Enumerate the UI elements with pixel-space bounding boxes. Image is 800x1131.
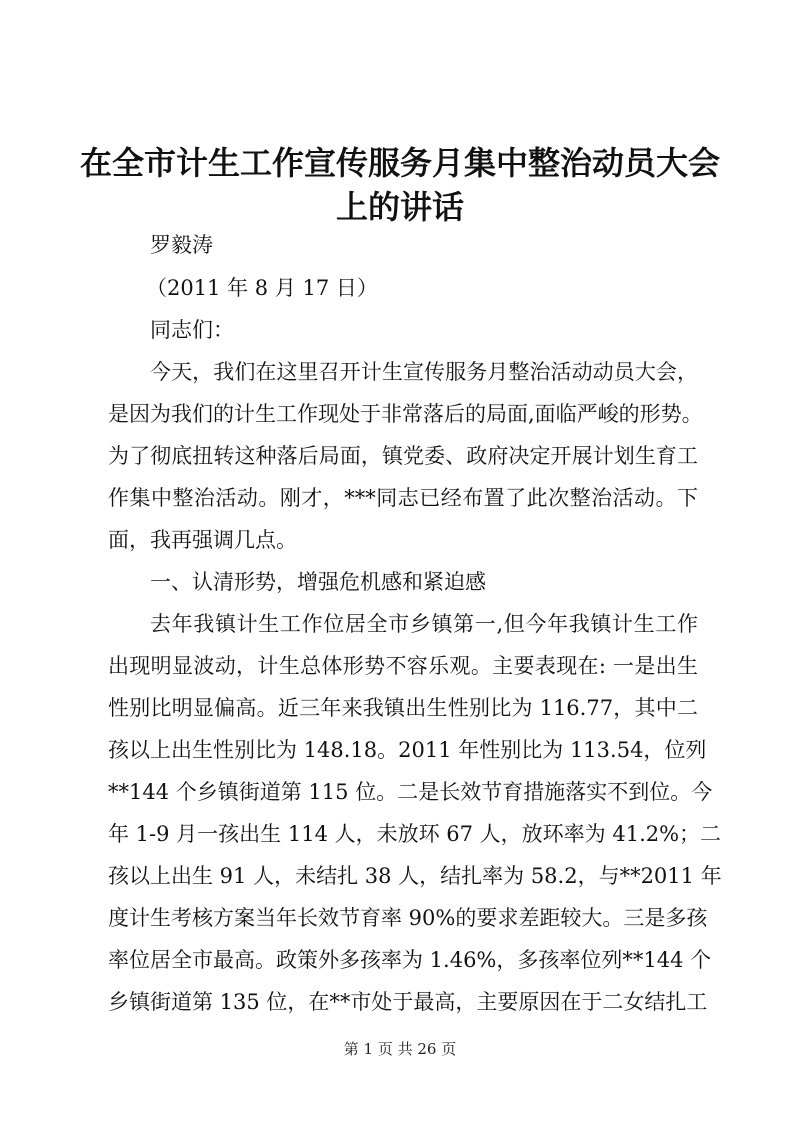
salutation: 同志们： xyxy=(150,318,234,342)
speech-date: （2011 年 8 月 17 日） xyxy=(146,276,378,300)
paragraph-2-line: **144 个乡镇街道第 115 位。二是长效节育措施落实不到位。今 xyxy=(108,780,713,804)
paragraph-2-line: 去年我镇计生工作位居全市乡镇第一,但今年我镇计生工作 xyxy=(150,612,698,636)
document-title-line-2: 上的讲话 xyxy=(335,188,464,226)
paragraph-1-line: 为了彻底扭转这种落后局面，镇党委、政府决定开展计划生育工 xyxy=(108,444,698,468)
paragraph-1-line: 是因为我们的计生工作现处于非常落后的局面,面临严峻的形势。 xyxy=(108,402,703,426)
paragraph-2-line: 年 1-9 月一孩出生 114 人，未放环 67 人，放环率为 41.2%；二 xyxy=(108,822,722,846)
paragraph-2-line: 率位居全市最高。政策外多孩率为 1.46%，多孩率位列**144 个 xyxy=(108,948,712,972)
document-title-line-1: 在全市计生工作宣传服务月集中整治动员大会 xyxy=(79,144,720,182)
section-heading: 一、认清形势，增强危机感和紧迫感 xyxy=(150,570,486,594)
author-name: 罗毅涛 xyxy=(150,233,213,257)
paragraph-2-line: 孩以上出生 91 人，未结扎 38 人，结扎率为 58.2，与**2011 年 xyxy=(108,864,722,888)
paragraph-2-line: 性别比明显偏高。近三年来我镇出生性别比为 116.77，其中二 xyxy=(108,696,698,720)
paragraph-1-line: 面，我再强调几点。 xyxy=(108,528,297,552)
paragraph-2-line: 孩以上出生性别比为 148.18。2011 年性别比为 113.54，位列 xyxy=(108,738,707,762)
paragraph-2-line: 出现明显波动，计生总体形势不容乐观。主要表现在: 一是出生 xyxy=(108,654,698,678)
paragraph-1-line: 今天，我们在这里召开计生宣传服务月整治活动动员大会， xyxy=(150,360,698,384)
page-footer: 第 1 页 共 26 页 xyxy=(343,1040,457,1058)
paragraph-2-line: 度计生考核方案当年长效节育率 90%的要求差距较大。三是多孩 xyxy=(108,906,708,930)
paragraph-2-line: 乡镇街道第 135 位，在**市处于最高，主要原因在于二女结扎工 xyxy=(108,990,708,1014)
paragraph-1-line: 作集中整治活动。刚才，***同志已经布置了此次整治活动。下 xyxy=(108,486,698,510)
